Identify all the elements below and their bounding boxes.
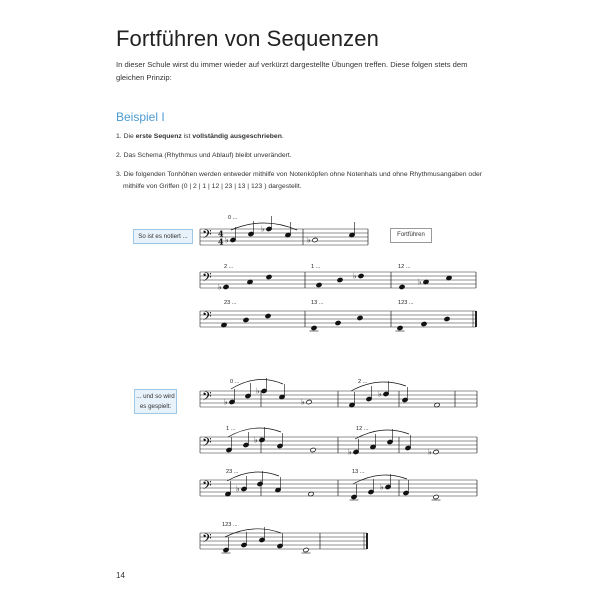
note-head [358,273,364,278]
fingering-label: 0 ... [230,379,240,385]
note-head [310,447,316,452]
note-head [306,399,312,404]
item-number: 3. [116,171,122,178]
list-item: 3. Die folgenden Tonhöhen werden entweder mithilfe von Notenköpfen ohne Notenhals und ohne Rhythmusangaben oder mithilfe von Griffen (0 | 2 | 1 | 12 | 23 | 13 | 123 ) dargestellt. [116,171,483,190]
note-head [335,320,341,325]
note-head [303,547,309,552]
fingering-label: 0 ... [228,215,238,221]
note-head [444,316,450,321]
bass-clef-icon: 𝄢 [202,531,212,549]
bass-clef-icon: 𝄢 [202,435,212,453]
played-label-box: ... und so wird es gespielt: [134,389,177,414]
note-head [421,321,427,326]
note-head [399,284,405,289]
fingering-label: 123 ... [222,522,238,528]
fingering-label: 123 ... [398,300,414,306]
fingering-label: 12 ... [398,264,411,270]
fingering-label: 1 ... [226,426,236,432]
intro-text: In dieser Schule wirst du immer wieder auf verkürzt dargestellte Übungen treffen. Diese folgen stets dem gleichen Prinzip: [116,60,468,82]
continue-box: Fortführen [390,228,432,243]
flat-icon: ♭ [224,397,228,407]
note-head [311,325,317,330]
note-head [265,313,271,318]
bass-clef-icon: 𝄢 [202,227,212,245]
flat-icon: ♭ [353,271,357,281]
item-number: 2. [116,152,122,159]
flat-icon: ♭ [236,484,240,494]
item-number: 1. [116,133,122,140]
flat-icon: ♭ [418,277,422,287]
staff [200,531,367,549]
flat-icon: ♭ [307,235,311,245]
bass-clef-icon: 𝄢 [202,309,212,327]
fingering-label: 13 ... [311,300,324,306]
note-head [433,494,439,499]
list-item: 2. Das Schema (Rhythmus und Ablauf) bleibt unverändert. [116,152,292,159]
flat-icon: ♭ [218,282,222,292]
note-head [397,325,403,330]
bass-clef-icon: 𝄢 [202,389,212,407]
notated-label-box: So ist es notiert ... [133,229,193,244]
fingering-label: 23 ... [224,300,237,306]
note-head [312,237,318,242]
note-head [433,449,439,454]
flat-icon: ♭ [254,435,258,445]
flat-icon: ♭ [301,397,305,407]
flat-icon: ♭ [348,447,352,457]
page-number: 14 [116,571,125,580]
bass-clef-icon: 𝄢 [202,270,212,288]
note-head [223,284,229,289]
list-item: 1. Die erste Sequenz ist vollständig ausgeschrieben. [116,133,284,140]
staff [200,478,477,496]
page-title: Fortführen von Sequenzen [116,26,379,51]
flat-icon: ♭ [225,235,229,245]
flat-icon: ♭ [378,389,382,399]
flat-icon: ♭ [380,482,384,492]
fingering-label: 13 ... [352,469,365,475]
time-signature-bottom: 4 [218,236,224,247]
flat-icon: ♭ [261,224,265,234]
bass-clef-icon: 𝄢 [202,478,212,496]
fingering-label: 2 ... [358,379,368,385]
emphasis: erste Sequenz [135,133,182,140]
flat-icon: ♭ [256,386,260,396]
fingering-label: 23 ... [226,469,239,475]
note-head [266,274,272,279]
time-signature-top: 4 [218,228,224,239]
note-head [243,317,249,322]
section-title: Beispiel I [116,110,165,124]
fingering-label: 12 ... [356,426,369,432]
flat-icon: ♭ [428,447,432,457]
fingering-label: 2 ... [224,264,234,270]
note-head [337,277,343,282]
note-head [357,315,363,320]
note-head [316,282,322,287]
fingering-label: 1 ... [311,264,321,270]
emphasis: vollständig ausgeschrieben [192,133,282,140]
